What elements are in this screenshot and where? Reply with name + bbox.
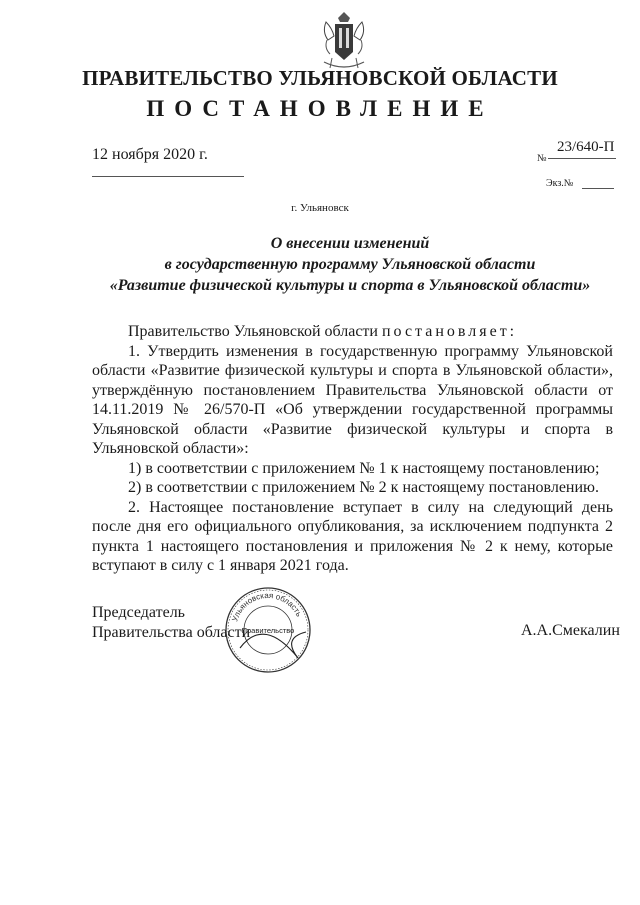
document-number: 23/640-П	[557, 139, 615, 155]
seal-center-text: Правительство	[241, 626, 295, 635]
copy-number-underline	[582, 188, 614, 189]
date-underline	[92, 176, 244, 177]
heading-line-1: О внесении изменений	[270, 235, 430, 252]
government-name: ПРАВИТЕЛЬСТВО УЛЬЯНОВСКОЙ ОБЛАСТИ	[82, 66, 558, 90]
intro-verb: постановляет:	[381, 323, 518, 340]
coat-of-arms-emblem	[318, 10, 370, 72]
paragraph-2: 2. Настоящее постановление вступает в силу на следующий день после дня его официального опубликования, за исключением подпункта 2 пункта 1 настоящего постановления и приложения № 2 к нему, которые вступают в силу с 1 января 2021 года.	[92, 498, 613, 574]
city-name: г. Ульяновск	[291, 202, 349, 214]
paragraph-1: 1. Утвердить изменения в государственную программу Ульяновской области «Развитие физической культуры и спорта в Ульяновской области», утверждённую постановлением Правительства Ульяновской области от 14.11.2019 № 26/570-П «Об утверждении государственной программы Ульяновской области «Развитие физической культуры и спорта в Ульяновской области»:	[92, 342, 613, 457]
signature-scribble	[240, 632, 306, 658]
number-underline	[548, 158, 616, 159]
heading-line-3: «Развитие физической культуры и спорта в Ульяновской области»	[109, 277, 591, 294]
number-sign: №	[537, 153, 547, 164]
official-seal-stamp	[224, 586, 312, 674]
intro-prefix: Правительство Ульяновской области	[128, 323, 378, 340]
subparagraph-1: 1) в соответствии с приложением № 1 к настоящему постановлению;	[128, 459, 600, 477]
seal-ring-text: Ульяновская область	[230, 590, 304, 623]
subparagraph-2: 2) в соответствии с приложением № 2 к настоящему постановлению.	[128, 479, 600, 496]
document-type: ПОСТАНОВЛЕНИЕ	[146, 96, 494, 121]
document-heading	[60, 233, 640, 296]
document-date: 12 ноября 2020 г.	[92, 146, 208, 163]
copy-number-label: Экз.№	[546, 178, 574, 189]
document-body	[92, 322, 613, 576]
intro-paragraph	[92, 322, 613, 342]
signer-title-line-1: Председатель	[92, 604, 185, 621]
signer-title-line-2: Правительства области	[92, 623, 251, 641]
heading-line-2: в государственную программу Ульяновской области	[164, 256, 536, 273]
signer-name: А.А.Смекалин	[521, 622, 620, 639]
